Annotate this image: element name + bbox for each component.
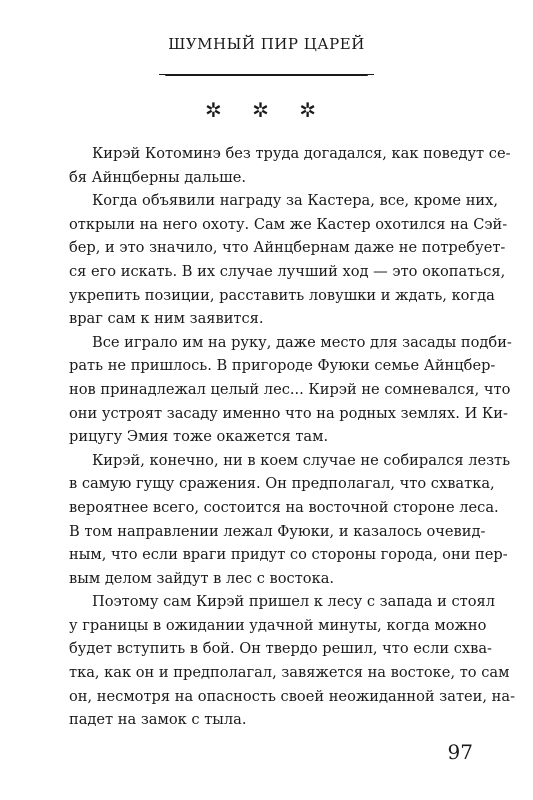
text-line: он, несмотря на опасность своей неожиданной затеи, на- — [69, 687, 516, 705]
text-line: в самую гущу сражения. Он предполагал, что схватка, — [69, 475, 495, 493]
text-line: Все играло им на руку, даже место для засады подби- — [92, 333, 512, 351]
text-line: бер, и это значило, что Айнцбернам даже не потребует- — [69, 239, 506, 257]
paragraph — [69, 449, 511, 591]
paragraph — [69, 331, 512, 449]
text-line: Кирэй Котоминэ без труда догадался, как поведут се- — [92, 145, 511, 162]
paragraph — [69, 142, 511, 189]
text-line: нов принадлежал целый лес... Кирэй не сомневался, что — [69, 380, 511, 398]
page-number: 97 — [447, 740, 473, 764]
text-line: Когда объявили награду за Кастера, все, кроме них, — [92, 192, 499, 210]
text-line: ся его искать. В их случае лучший ход — это окопаться, — [69, 262, 506, 280]
text-line: В том направлении лежал Фуюки, и казалось очевид- — [69, 522, 486, 540]
text-line: укрепить позиции, расставить ловушки и ждать, когда — [69, 286, 495, 304]
text-line: ным, что если враги придут со стороны города, они пер- — [69, 546, 508, 564]
paragraph — [69, 189, 508, 331]
text-line: падет на замок с тыла. — [69, 711, 247, 729]
text-line: тка, как он и предполагал, завяжется на востоке, то сам — [69, 664, 510, 682]
text-line: вероятнее всего, состоится на восточной стороне леса. — [69, 498, 499, 516]
text-line: рать не пришлось. В пригороде Фуюки семье Айнцбер- — [69, 357, 496, 375]
text-line: Кирэй, конечно, ни в коем случае не собирался лезть — [92, 451, 511, 469]
text-line: рицугу Эмия тоже окажется там. — [69, 428, 329, 446]
text-line: Поэтому сам Кирэй пришел к лесу с запада и стоял — [92, 593, 495, 611]
text-line: враг сам к ним заявится. — [69, 310, 264, 328]
running-title: ШУМНЫЙ ПИР ЦАРЕЙ — [168, 35, 365, 53]
text-line: будет вступить в бой. Он твердо решил, что если схва- — [69, 640, 492, 658]
body-text — [69, 142, 516, 732]
text-line: у границы в ожидании удачной минуты, когда можно — [69, 616, 487, 634]
text-line: открыли на него охоту. Сам же Кастер охотился на Сэй- — [69, 215, 508, 233]
page-header — [0, 34, 533, 54]
header-rule — [165, 74, 368, 76]
text-line: бя Айнцберны дальше. — [69, 168, 247, 186]
text-line: они устроят засаду именно что на родных землях. И Ки- — [69, 404, 508, 422]
section-separator: ✲ ✲ ✲ — [205, 98, 328, 122]
text-line: вым делом зайдут в лес с востока. — [69, 569, 335, 587]
paragraph — [69, 590, 516, 732]
